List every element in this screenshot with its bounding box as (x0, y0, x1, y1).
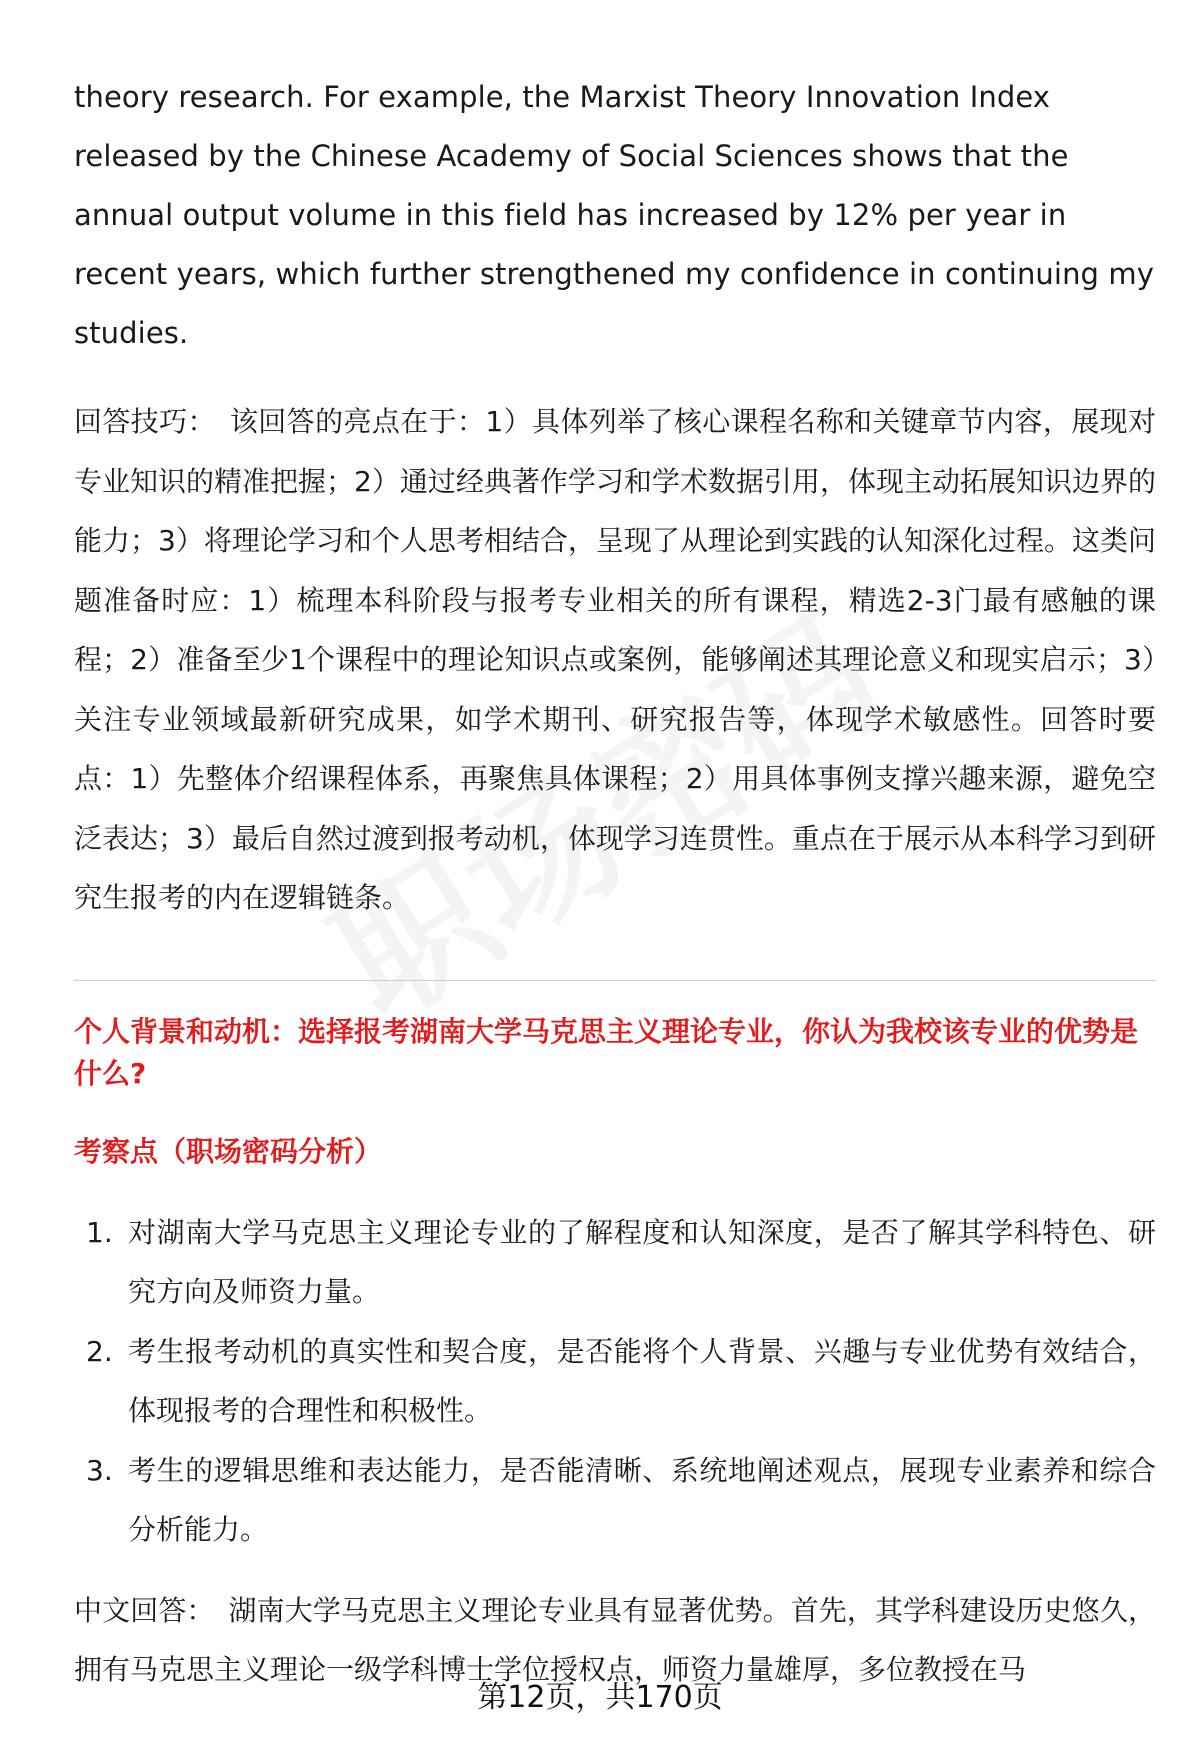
question-heading: 个人背景和动机：选择报考湖南大学马克思主义理论专业，你认为我校该专业的优势是什么? (74, 1014, 1139, 1090)
answer-label: 中文回答： (74, 1593, 215, 1627)
page-number-footer: 第12页，共170页 (477, 1680, 723, 1715)
answer-text: 湖南大学马克思主义理论专业具有显著优势。首先，其学科建设历史悠久，拥有马克思主义理论一级学科博士学位授权点，师资力量雄厚，多位教授在马 (74, 1593, 1156, 1686)
list-item-number: 1. (86, 1215, 113, 1249)
list-item-text: 对湖南大学马克思主义理论专业的了解程度和认知深度，是否了解其学科特色、研究方向及师资力量。 (128, 1215, 1156, 1308)
list-item (74, 1441, 1156, 1560)
section-divider (74, 980, 1156, 981)
exam-points-heading: 考察点（职场密码分析） (74, 1134, 383, 1168)
list-item-number: 2. (86, 1334, 113, 1368)
tips-label: 回答技巧： (74, 405, 216, 438)
exam-points-list (74, 1203, 1156, 1560)
tips-text: 该回答的亮点在于：1）具体列举了核心课程名称和关键章节内容，展现对专业知识的精准把握；2）通过经典著作学习和学术数据引用，体现主动拓展知识边界的能力；3）将理论学习和个人思考相结合，呈现了从理论到实践的认知深化过程。这类问题准备时应：1）梳理本科阶段与报考专业相关的所有课程，精选2-3门最有感触的课程；2）准备至少1个课程中的理论知识点或案例，能够阐述其理论意义和现实启示；3）关注专业领域最新研究成果，如学术期刊、研究报告等，体现学术敏感性。回答时要点：1）先整体介绍课程体系，再聚焦具体课程；2）用具体事例支撑兴趣来源，避免空泛表达；3）最后自然过渡到报考动机，体现学习连贯性。重点在于展示从本科学习到研究生报考的内在逻辑链条。 (74, 405, 1156, 914)
list-item-text: 考生的逻辑思维和表达能力，是否能清晰、系统地阐述观点，展现专业素养和综合分析能力。 (128, 1453, 1156, 1546)
list-item (74, 1203, 1156, 1322)
tips-paragraph (74, 392, 1156, 928)
document-page (74, 68, 1156, 1700)
list-item-number: 3. (86, 1453, 113, 1487)
list-item (74, 1322, 1156, 1441)
intro-paragraph: theory research. For example, the Marxist Theory Innovation Index released by the Chinese Academy of Social Sciences shows that the annual output volume in this field has increased by 12% per year in recent years, which further strengthened my confidence in continuing my studies. (74, 80, 1154, 350)
list-item-text: 考生报考动机的真实性和契合度，是否能将个人背景、兴趣与专业优势有效结合，体现报考的合理性和积极性。 (128, 1334, 1156, 1427)
